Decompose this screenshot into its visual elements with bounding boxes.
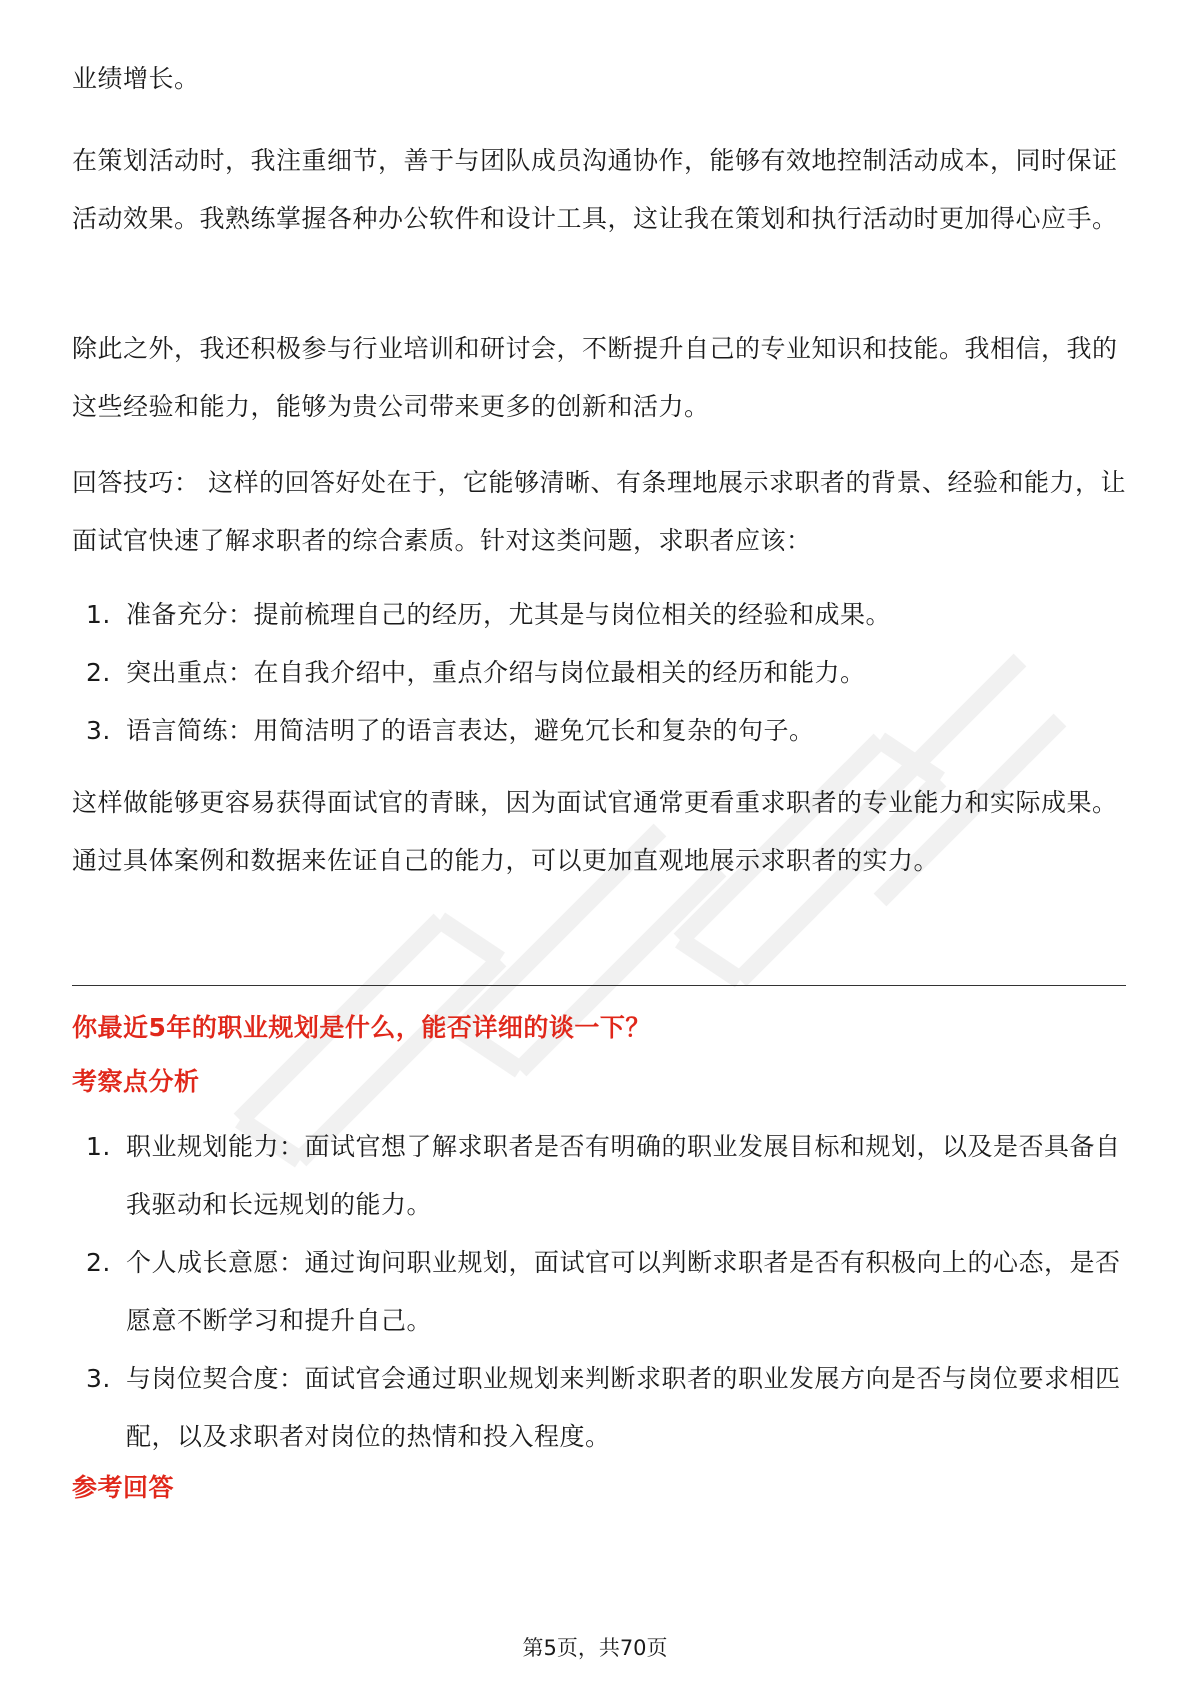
list-item — [72, 644, 1126, 702]
list-number: 3. — [86, 1364, 111, 1393]
list-text: 个人成长意愿：通过询问职业规划，面试官可以判断求职者是否有积极向上的心态，是否愿意不断学习和提升自己。 — [126, 1248, 1121, 1335]
list-number: 1. — [86, 600, 111, 629]
page-number: 第5页，共70页 — [522, 1636, 668, 1660]
list-text: 职业规划能力：面试官想了解求职者是否有明确的职业发展目标和规划，以及是否具备自我驱动和长远规划的能力。 — [126, 1132, 1121, 1219]
analysis-points-list — [72, 1118, 1126, 1466]
tips-list — [72, 586, 1126, 760]
list-text: 突出重点：在自我介绍中，重点介绍与岗位最相关的经历和能力。 — [126, 658, 866, 687]
list-item — [72, 702, 1126, 760]
list-text: 与岗位契合度：面试官会通过职业规划来判断求职者的职业发展方向是否与岗位要求相匹配，以及求职者对岗位的热情和投入程度。 — [126, 1364, 1121, 1451]
list-text: 准备充分：提前梳理自己的经历，尤其是与岗位相关的经验和成果。 — [126, 600, 892, 629]
list-item — [72, 586, 1126, 644]
paragraph-planning: 在策划活动时，我注重细节，善于与团队成员沟通协作，能够有效地控制活动成本，同时保证活动效果。我熟练掌握各种办公软件和设计工具，这让我在策划和执行活动时更加得心应手。 — [72, 146, 1118, 233]
list-item — [72, 1350, 1126, 1466]
list-item — [72, 1234, 1126, 1350]
section-divider — [72, 985, 1126, 986]
list-item — [72, 1118, 1126, 1234]
paragraph-intro-end: 业绩增长。 — [72, 64, 200, 93]
question-title: 你最近5年的职业规划是什么，能否详细的谈一下？ — [72, 1013, 651, 1042]
paragraph-answer-tips: 回答技巧： 这样的回答好处在于，它能够清晰、有条理地展示求职者的背景、经验和能力，让面试官快速了解求职者的综合素质。针对这类问题，求职者应该： — [72, 468, 1126, 555]
list-number: 1. — [86, 1132, 111, 1161]
analysis-heading: 考察点分析 — [72, 1067, 200, 1096]
paragraph-training: 除此之外，我还积极参与行业培训和研讨会，不断提升自己的专业知识和技能。我相信，我的这些经验和能力，能够为贵公司带来更多的创新和活力。 — [72, 334, 1118, 421]
list-number: 2. — [86, 1248, 111, 1277]
list-text: 语言简练：用简洁明了的语言表达，避免冗长和复杂的句子。 — [126, 716, 815, 745]
answer-heading: 参考回答 — [72, 1473, 175, 1502]
list-number: 2. — [86, 658, 111, 687]
list-number: 3. — [86, 716, 111, 745]
paragraph-conclusion: 这样做能够更容易获得面试官的青睐，因为面试官通常更看重求职者的专业能力和实际成果。通过具体案例和数据来佐证自己的能力，可以更加直观地展示求职者的实力。 — [72, 788, 1118, 875]
